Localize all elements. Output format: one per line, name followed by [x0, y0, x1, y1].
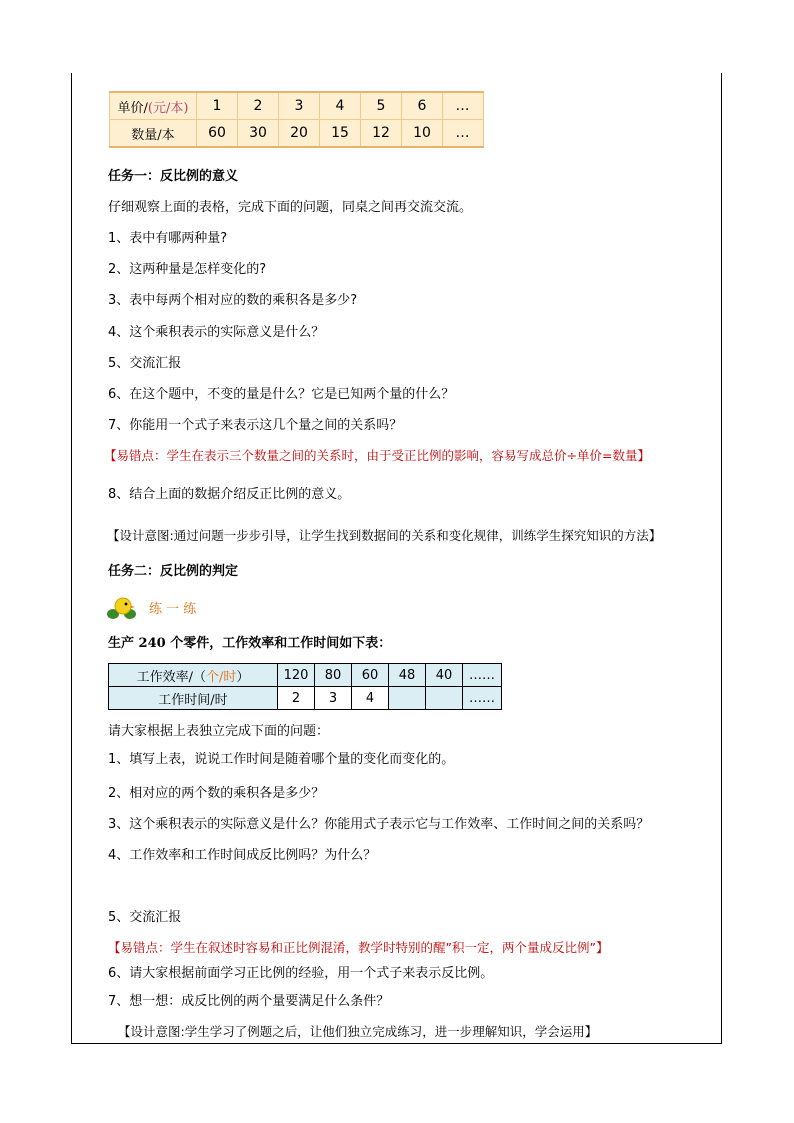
task2-question-6: 6、请大家根据前面学习正比例的经验，用一个式子来表示反比例。 [108, 966, 494, 981]
task2-question-2: 2、相对应的两个数的乘积各是多少？ [108, 786, 325, 801]
table-cell: 4 [352, 687, 389, 710]
table-cell-empty [389, 687, 426, 710]
task2-problem: 生产 240 个零件，工作效率和工作时间如下表： [108, 636, 392, 651]
table-cell: 5 [361, 92, 402, 120]
table-cell: 2 [278, 687, 315, 710]
table-cell: 30 [238, 120, 279, 148]
task2-error-note: 【易错点：学生在叙述时容易和正比例混淆，教学时特别的醒”积一定，两个量成反比例”】 [108, 940, 609, 955]
task1-title: 任务一：反比例的意义 [108, 169, 239, 184]
row-header-price: 单价/(元/本) [110, 92, 197, 120]
table-row [110, 92, 484, 120]
table-row [109, 687, 502, 710]
table-cell: 60 [352, 664, 389, 687]
task1-question-6: 6、在这个题中，不变的量是什么？它是已知两个量的什么？ [108, 387, 455, 402]
table-cell: 6 [402, 92, 443, 120]
table-cell: 12 [361, 120, 402, 148]
table-cell: 20 [279, 120, 320, 148]
practice-badge [103, 595, 213, 621]
task1-question-2: 2、这两种量是怎样变化的? [108, 262, 267, 277]
table-cell: 48 [389, 664, 426, 687]
table-cell: … [443, 92, 484, 120]
task1-question-1: 1、表中有哪两种量? [108, 231, 228, 246]
task2-intro: 请大家根据上表独立完成下面的问题： [108, 724, 330, 739]
table-cell: …… [463, 664, 502, 687]
table-cell: … [443, 120, 484, 148]
task2-question-1: 1、填写上表，说说工作时间是随着哪个量的变化而变化的。 [108, 752, 455, 767]
table-row [109, 664, 502, 687]
chick-icon [115, 598, 131, 614]
table-cell: 120 [278, 664, 315, 687]
table-cell-empty [426, 687, 463, 710]
table-row [110, 120, 484, 148]
table-cell: 40 [426, 664, 463, 687]
table-cell: 10 [402, 120, 443, 148]
eye-icon [125, 603, 128, 606]
task2-question-5: 5、交流汇报 [108, 910, 182, 925]
table-cell: 60 [197, 120, 238, 148]
task1-question-7: 7、你能用一个式子来表示这几个量之间的关系吗？ [108, 418, 403, 433]
task2-title: 任务二：反比例的判定 [108, 564, 239, 579]
table-cell: 3 [279, 92, 320, 120]
price-quantity-table [109, 91, 484, 148]
table-cell: …… [463, 687, 502, 710]
table-cell: 1 [197, 92, 238, 120]
lesson-frame [71, 73, 722, 1044]
task1-design-intent: 【设计意图:通过问题一步步引导，让学生找到数据间的关系和变化规律，训练学生探究知识的方法】 [107, 528, 662, 543]
beak-icon [131, 606, 135, 608]
row-header-quantity: 数量/本 [110, 120, 197, 148]
row-header-efficiency: 工作效率/（个/时） [109, 664, 278, 687]
task1-intro: 仔细观察上面的表格，完成下面的问题，同桌之间再交流交流。 [108, 200, 473, 215]
table-cell: 4 [320, 92, 361, 120]
task1-question-3: 3、表中每两个相对应的数的乘积各是多少? [108, 293, 358, 308]
task1-question-4: 4、这个乘积表示的实际意义是什么？ [108, 325, 325, 340]
row-header-time: 工作时间/时 [109, 687, 278, 710]
task2-question-3: 3、这个乘积表示的实际意义是什么？你能用式子表示它与工作效率、工作时间之间的关系吗？ [108, 817, 650, 832]
task1-question-8: 8、结合上面的数据介绍反正比例的意义。 [108, 487, 351, 502]
task1-error-note: 【易错点：学生在表示三个数量之间的关系时，由于受正比例的影响，容易写成总价÷单价=数量】 [104, 448, 650, 463]
table-cell: 3 [315, 687, 352, 710]
task2-design-intent: 【设计意图:学生学习了例题之后，让他们独立完成练习，进一步理解知识，学会运用】 [118, 1024, 598, 1039]
table-cell: 15 [320, 120, 361, 148]
badge-text: 练 一 练 [149, 602, 197, 617]
table-cell: 2 [238, 92, 279, 120]
efficiency-time-table [108, 663, 502, 710]
task2-question-4: 4、工作效率和工作时间成反比例吗？为什么？ [108, 848, 377, 863]
task2-question-7: 7、想一想：成反比例的两个量要满足什么条件？ [108, 994, 390, 1009]
table-cell: 80 [315, 664, 352, 687]
task1-question-5: 5、交流汇报 [108, 356, 182, 371]
